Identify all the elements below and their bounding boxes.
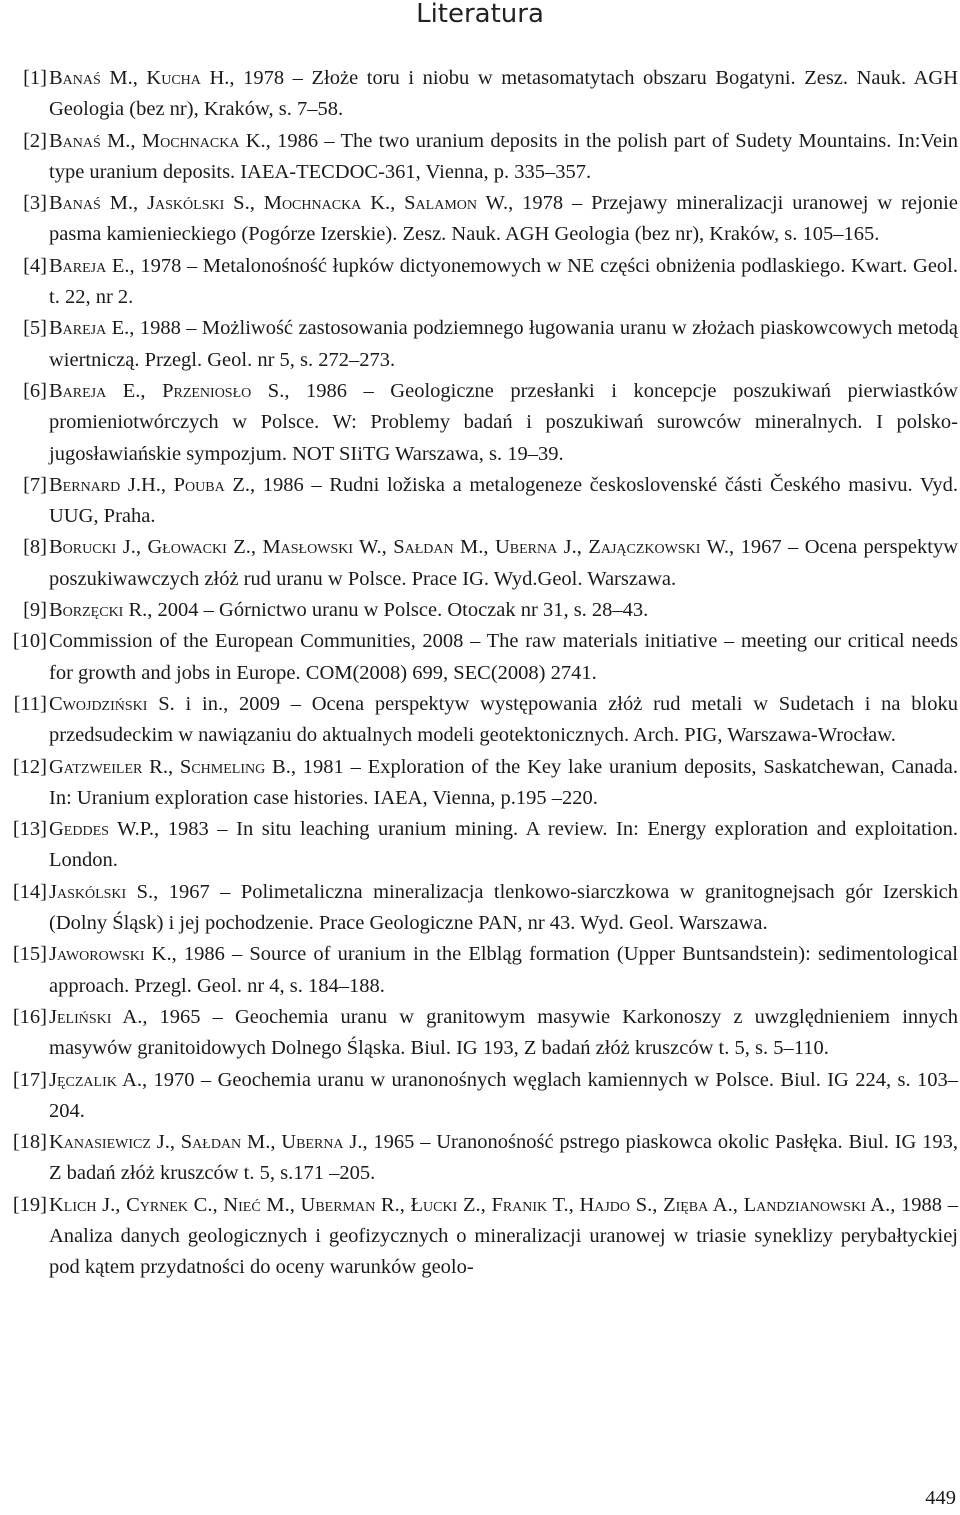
author-surname: Jeliński xyxy=(49,1005,112,1028)
reference-number: [15] xyxy=(12,943,47,966)
page-title: Literatura xyxy=(416,0,544,29)
reference-text: K., xyxy=(361,192,405,215)
reference-text: Commission of the European Communities, 2008 – The raw materials initiative – meeting our critical needs for growth and jobs in Europe. COM(2008) 699, SEC(2008) 2741. xyxy=(49,630,958,684)
reference-item xyxy=(0,814,960,877)
author-surname: Jaworowski xyxy=(49,943,145,966)
author-surname: Głowacki xyxy=(147,536,227,559)
reference-item xyxy=(0,595,960,626)
reference-item xyxy=(0,689,960,752)
reference-text: J., 1965 – Uranonośność pstrego piaskowca okolic Pasłęka. Biul. IG 193, Z badań złóż kruszców t. 5, s.171 –205. xyxy=(49,1131,959,1185)
reference-text: J.H., xyxy=(120,473,174,496)
reference-text: B., 1981 – Exploration of the Key lake uranium deposits, Saskatchewan, Canada. In: Uranium exploration case histories. IAEA, Vienna, p.195 –220. xyxy=(49,755,958,809)
reference-item xyxy=(0,63,960,126)
author-surname: Cwojdziński xyxy=(49,692,148,715)
reference-item xyxy=(0,470,960,533)
reference-text: J., xyxy=(96,1193,127,1216)
reference-text: Z., xyxy=(457,1193,492,1216)
reference-text: J., xyxy=(116,536,148,559)
reference-number: [3] xyxy=(23,192,47,215)
reference-text: E., xyxy=(106,379,163,402)
author-surname: Borzęcki xyxy=(49,599,124,622)
author-surname: Kanasiewicz xyxy=(49,1131,151,1154)
reference-item xyxy=(0,251,960,314)
reference-item xyxy=(0,188,960,251)
reference-text: J., xyxy=(150,1131,181,1154)
reference-text: J., xyxy=(557,536,589,559)
reference-text: C., xyxy=(187,1193,224,1216)
reference-text: M., xyxy=(100,192,148,215)
reference-number: [2] xyxy=(23,129,47,152)
author-surname: Franik xyxy=(491,1193,548,1216)
reference-text: R., 2004 – Górnictwo uranu w Polsce. Otoczak nr 31, s. 28–43. xyxy=(123,599,649,622)
author-surname: Salamon xyxy=(404,192,477,215)
reference-text: S., xyxy=(224,192,264,215)
reference-number: [7] xyxy=(23,473,47,496)
author-surname: Łucki xyxy=(410,1193,458,1216)
reference-text: E., 1988 – Możliwość zastosowania podziemnego ługowania uranu w złożach piaskowcowych metodą wiertniczą. Przegl. Geol. nr 5, s. 272–273. xyxy=(49,317,958,371)
author-surname: Mochnacka xyxy=(141,129,240,152)
author-surname: Sałdan xyxy=(393,536,454,559)
reference-text: W.P., 1983 – In situ leaching uranium mining. A review. In: Energy exploration and exploitation. London. xyxy=(49,818,958,872)
author-surname: Gatzweiler xyxy=(49,755,143,778)
reference-item xyxy=(0,877,960,940)
reference-number: [10] xyxy=(12,630,47,653)
author-surname: Cyrnek xyxy=(126,1193,188,1216)
author-surname: Nieć xyxy=(223,1193,261,1216)
reference-text: A., 1988 –Analiza danych geologicznych i geofizycznych o mineralizacji uranowej w triasie syneklizy perybałtyckiej pod kątem przydatności do oceny warunków geolo- xyxy=(49,1193,958,1279)
reference-item xyxy=(0,1002,960,1065)
reference-text: Z., xyxy=(226,536,263,559)
reference-number: [12] xyxy=(12,755,47,778)
author-surname: Bareja xyxy=(49,379,107,402)
author-surname: Uberna xyxy=(281,1131,344,1154)
reference-text: A., 1970 – Geochemia uranu w uranonośnych węglach kamiennych w Polsce. Biul. IG 224, s. 103–204. xyxy=(49,1068,958,1122)
reference-text: S., 1967 – Polimetaliczna mineralizacja tlenkowo-siarczkowa w granitognejsach gór Izerskich (Dolny Śląsk) i jej pochodzenie. Prace Geologiczne PAN, nr 43. Wyd. Geol. Warszawa. xyxy=(49,880,958,935)
author-surname: Pouba xyxy=(173,473,225,496)
reference-item xyxy=(0,532,960,595)
page-number: 449 xyxy=(925,1487,956,1509)
reference-item xyxy=(0,126,960,189)
author-surname: Bareja xyxy=(49,254,107,277)
reference-number: [11] xyxy=(13,692,47,715)
reference-text: W., 1967 – Ocena perspektyw poszukiwawczych złóż rud uranu w Polsce. Prace IG. Wyd.Geol. Warszawa. xyxy=(49,536,959,590)
reference-text: M., xyxy=(260,1193,301,1216)
reference-text: M., xyxy=(100,129,142,152)
author-surname: Hajdo xyxy=(579,1193,631,1216)
author-surname: Przeniosło xyxy=(162,379,252,402)
reference-item xyxy=(0,1127,960,1190)
reference-text: M., xyxy=(241,1131,282,1154)
author-surname: Mochnacka xyxy=(263,192,362,215)
author-surname: Zięba xyxy=(663,1193,709,1216)
reference-item xyxy=(0,939,960,1002)
reference-list xyxy=(0,63,960,1284)
author-surname: Bernard xyxy=(49,473,121,496)
reference-text: M., xyxy=(453,536,495,559)
reference-text: Z., 1986 – Rudni ložiska a metalogeneze československé části Českého masivu. Vyd. UUG, Praha. xyxy=(49,473,958,528)
reference-text: E., 1978 – Metalonośność łupków dictyonemowych w NE części obniżenia podlaskiego. Kwart. Geol. t. 22, nr 2. xyxy=(49,254,958,309)
reference-item xyxy=(0,1190,960,1284)
reference-number: [4] xyxy=(23,254,47,277)
reference-number: [9] xyxy=(23,599,47,622)
author-surname: Masłowski xyxy=(262,536,353,559)
reference-number: [16] xyxy=(12,1005,47,1028)
author-surname: Jaskólski xyxy=(147,192,225,215)
reference-text: A., 1965 – Geochemia uranu w granitowym masywie Karkonoszy z uwzględnieniem innych masywów granitoidowych Dolnego Śląska. Biul. IG 193, Z badań złóż kruszców t. 5, s. 5–110. xyxy=(49,1005,958,1060)
reference-text: S., 1986 – Geologiczne przesłanki i koncepcje poszukiwań pierwiastków promieniotwórczych w Polsce. W: Problemy badań i poszukiwań surowców mineralnych. I polsko-jugosławiańskie sympozjum. NOT SIiTG Warszawa, s. 19–39. xyxy=(49,379,958,465)
author-surname: Bareja xyxy=(49,317,107,340)
reference-item xyxy=(0,1065,960,1128)
reference-number: [13] xyxy=(12,818,47,841)
reference-text: A., xyxy=(708,1193,744,1216)
author-surname: Sałdan xyxy=(180,1131,242,1154)
reference-number: [8] xyxy=(23,536,47,559)
reference-number: [6] xyxy=(23,379,47,402)
reference-text: T., xyxy=(547,1193,580,1216)
author-surname: Uberna xyxy=(494,536,558,559)
author-surname: Zajączkowski xyxy=(588,536,701,559)
reference-text: S., xyxy=(630,1193,664,1216)
reference-number: [17] xyxy=(12,1068,47,1091)
author-surname: Landzianowski xyxy=(743,1193,866,1216)
reference-text: K., 1986 – The two uranium deposits in the polish part of Sudety Mountains. In:Vein type uranium deposits. IAEA-TECDOC-361, Vienna, p. 335–357. xyxy=(49,129,958,183)
reference-text: S. i in., 2009 – Ocena perspektyw występowania złóż rud metali w Sudetach i na bloku przedsudeckim w nawiązaniu do aktualnych modeli geotektonicznych. Arch. PIG, Warszawa-Wrocław. xyxy=(49,692,958,747)
reference-item xyxy=(0,752,960,815)
author-surname: Jęczalik xyxy=(49,1068,117,1091)
reference-text: R., xyxy=(375,1193,411,1216)
author-surname: Kucha xyxy=(146,67,201,89)
reference-number: [18] xyxy=(12,1131,47,1154)
reference-item xyxy=(0,626,960,689)
reference-number: [1] xyxy=(23,67,47,89)
reference-item xyxy=(0,376,960,470)
author-surname: Uberman xyxy=(300,1193,376,1216)
reference-number: [5] xyxy=(23,317,47,340)
reference-text: M., xyxy=(100,67,147,89)
author-surname: Geddes xyxy=(49,818,109,841)
author-surname: Klich xyxy=(49,1193,97,1216)
author-surname: Banaś xyxy=(49,129,101,152)
reference-text: R., xyxy=(142,755,180,778)
author-surname: Borucki xyxy=(49,536,117,559)
reference-number: [14] xyxy=(12,880,47,903)
author-surname: Jaskólski xyxy=(49,880,127,903)
reference-number: [19] xyxy=(12,1193,47,1216)
author-surname: Banaś xyxy=(49,67,101,89)
reference-text: K., 1986 – Source of uranium in the Elbląg formation (Upper Buntsandstein): sedimentological approach. Przegl. Geol. nr 4, s. 184–188. xyxy=(49,943,958,997)
reference-item xyxy=(0,313,960,376)
author-surname: Schmeling xyxy=(179,755,266,778)
author-surname: Banaś xyxy=(49,192,101,215)
reference-text: H., 1978 – Złoże toru i niobu w metasomatytach obszaru Bogatyni. Zesz. Nauk. AGH Geologia (bez nr), Kraków, s. 7–58. xyxy=(49,67,958,121)
reference-text: W., xyxy=(353,536,394,559)
reference-text: W., 1978 – Przejawy mineralizacji uranowej w rejonie pasma kamienieckiego (Pogórze Izerskie). Zesz. Nauk. AGH Geologia (bez nr), Kraków, s. 105–165. xyxy=(49,192,958,246)
